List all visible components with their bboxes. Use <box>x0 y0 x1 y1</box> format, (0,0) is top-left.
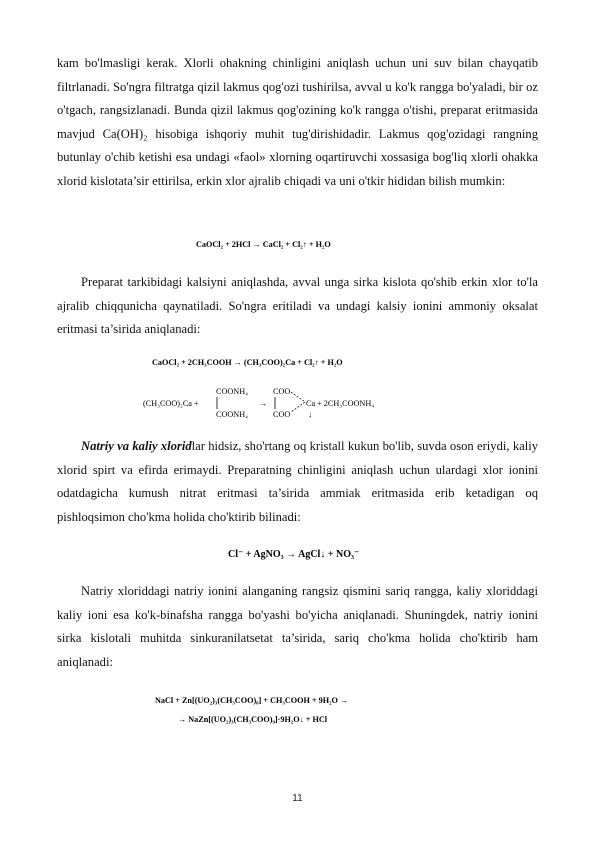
paragraph-2: Preparat tarkibidagi kalsiyni aniqlashda, avval unga sirka kislota qo'shib erkin xlor to'la ajralib chiqqunicha qaynatiladi. So'ngra eritiladi va undagi kalsiy ionini ammoniy oksalat eritmasi ta’sirida aniqlanadi: <box>57 275 538 337</box>
eq3-prod-bottom: COO <box>273 410 291 419</box>
equation-1: CaOCl₂ + 2HCl → CaCl₂ + Cl₂↑ + H₂O <box>196 240 331 249</box>
eq3-right: Ca + 2CH₃COONH₄ <box>306 399 375 408</box>
paragraph-3-emphasis: Natriy va kaliy xlorid <box>81 439 192 453</box>
paragraph-3 <box>57 435 538 529</box>
page-number: 11 <box>292 793 303 804</box>
eq3-left: (CH₃COO)₂Ca + <box>143 399 199 408</box>
eq3-arrow: → <box>259 399 268 408</box>
equation-5-line-1: NaCl + Zn[(UO₂)₃(CH₃COO)₈] + CH₃COOH + 9H₂O → <box>155 696 349 705</box>
eq3-prod-top: COO <box>273 387 291 396</box>
paragraph-4: Natriy xloriddagi natriy ionini alanganing rangsiz qismini sariq rangga, kaliy xloriddagi kaliy ioni esa ko'k-binafsha rangga bo'yashi bo'yicha aniqlanadi. Shuningdek, natriy ionini sirka kislotali muhitda sinkuranilatsetat ta’sirida, sariq cho'kma holida cho'ktirib ham aniqlanadi: <box>57 584 538 669</box>
eq3-chelate-bonds <box>291 392 305 412</box>
eq3-top: COONH₄ <box>216 387 248 396</box>
equation-3-svg <box>140 384 400 420</box>
paragraph-1: kam bo'lmasligi kerak. Xlorli ohakning chinligini aniqlash uchun uni suv bilan chayqatib filtrlanadi. So'ngra filtratga qizil lakmus qog'ozi tushirilsa, avval u ko'k rangga bo'yaladi, bir oz o'tgach, rangsizlanadi. Bunda qizil lakmus qog'ozining ko'k rangga o'tishi, preparat eritmasida mavjud Ca(OH)₂ hisobiga ishqoriy muhit tug'dirishidadir. Lakmus qog'ozidagi rangning butunlay o'chib ketishi esa undagi «faol» xlorning oqartiruvchi xossasiga bog'liq xlorli ohakka xlorid kislotata’sir ettirilsa, erkin xlor ajralib chiqadi va uni o'tkir hididan bilish mumkin: <box>57 56 538 188</box>
paragraph-3-text: lar hidsiz, sho'rtang oq kristall kukun bo'lib, suvda oson eriydi, kaliy xlorid spirt va efirda erimaydi. Preparatning chinligini aniqlash uchun ulardagi xlor ionini odatdagicha kumush nitrat eritmasi ta’sirida ammiak eritmasida erib ketadigan oq pishloqsimon cho'kma holida cho'ktirib bilinadi: <box>57 439 538 524</box>
eq3-bottom: COONH₄ <box>216 410 248 419</box>
eq3-down: ↓ <box>308 410 313 419</box>
equation-2: CaOCl₂ + 2CH₃COOH → (CH₃COO)₂Ca + Cl₂↑ + H₂O <box>152 358 343 367</box>
equation-5-line-2: → NaZn[(UO₂)₃(CH₃COO)₉]·9H₂O↓ + HCl <box>178 715 328 724</box>
equation-3 <box>140 384 400 420</box>
equation-4: Cl⁻ + AgNO₃ → AgCl↓ + NO₃⁻ <box>228 549 360 560</box>
